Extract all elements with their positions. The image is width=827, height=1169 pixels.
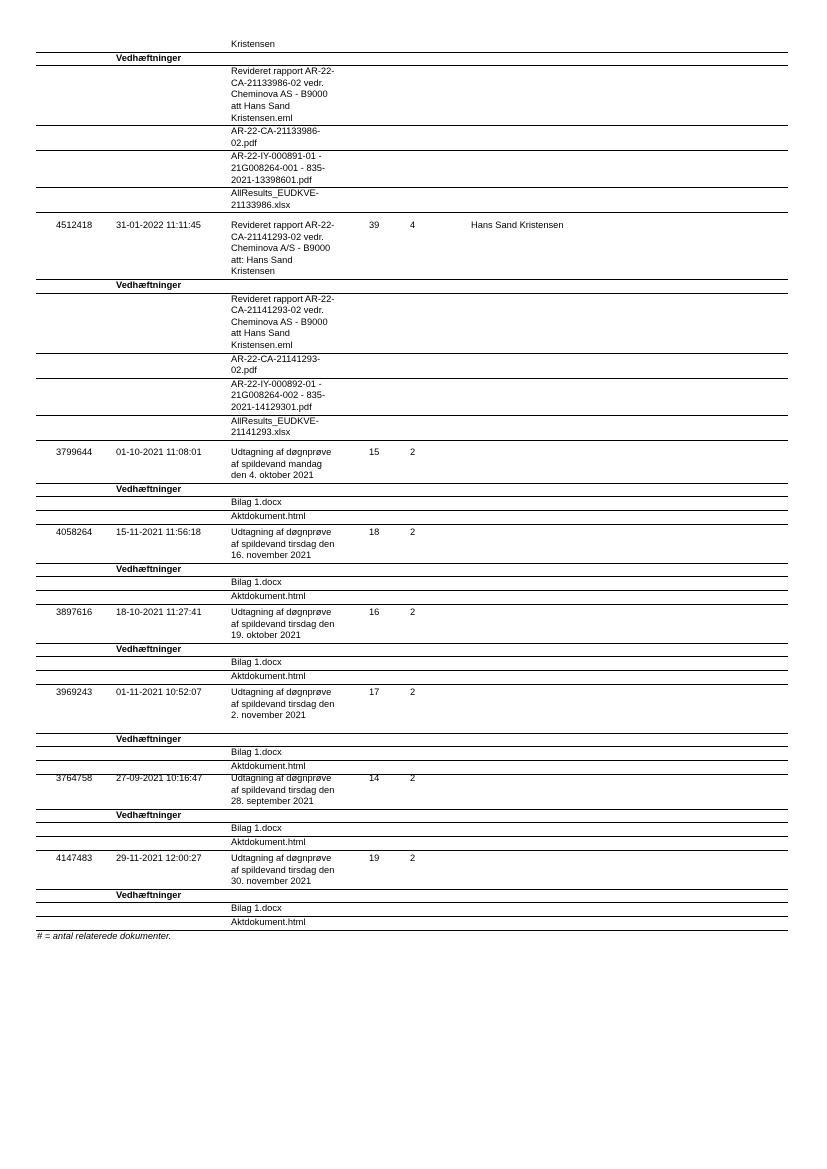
document-date: 27-09-2021 10:16:47 [116,773,203,783]
table-rule [36,440,788,441]
table-rule [36,187,788,188]
table-rule [36,212,788,213]
attachment-item: Bilag 1.docx [231,903,282,914]
table-rule [36,656,788,657]
attachment-item: Revideret rapport AR-22- CA-21141293-02 vedr. Cheminova AS - B9000 att Hans Sand Kristensen.eml [231,293,335,350]
document-number: 19 [369,853,380,863]
attachment-item: AR-22-IY-000892-01 - 21G008264-002 - 835- 2021-14129301.pdf [231,378,326,412]
table-rule [36,746,788,747]
document-id: 3969243 [56,687,93,697]
attachment-item: Aktdokument.html [231,511,306,521]
attachment-item: Bilag 1.docx [231,657,282,668]
case-handler: Hans Sand Kristensen [471,220,564,230]
document-title-tail: Kristensen [231,39,275,49]
attachment-item: AR-22-CA-21133986- 02.pdf [231,126,321,148]
attachments-label: Vedhæftninger [116,563,182,574]
table-rule [36,850,788,851]
related-count: 2 [410,687,416,697]
attachments-label: Vedhæftninger [116,643,182,654]
attachment-item: Bilag 1.docx [231,497,282,508]
table-rule [36,822,788,823]
attachment-item: AR-22-CA-21141293- 02.pdf [231,353,321,376]
document-id: 4512418 [56,220,93,230]
attachment-item: Aktdokument.html [231,591,306,601]
related-count: 2 [410,853,416,863]
table-rule [36,760,788,761]
document-id: 4058264 [56,527,93,537]
document-number: 15 [369,447,380,457]
document-number: 17 [369,687,380,697]
document-title: Udtagning af døgnprøve af spildevand tirsdag den 30. november 2021 [231,853,335,887]
table-rule [36,524,788,525]
related-count: 2 [410,447,416,457]
attachments-label: Vedhæftninger [116,483,182,494]
attachment-item: Aktdokument.html [231,761,306,771]
table-rule [36,65,788,66]
document-title: Udtagning af døgnprøve af spildevand tirsdag den 16. november 2021 [231,527,335,561]
table-rule [36,125,788,126]
footnote: # = antal relaterede dokumenter. [37,930,172,941]
table-rule [36,916,788,917]
attachment-item: Aktdokument.html [231,917,306,927]
table-rule [36,415,788,416]
attachment-item: Bilag 1.docx [231,747,282,758]
table-rule [36,902,788,903]
attachment-item: Revideret rapport AR-22- CA-21133986-02 vedr. Cheminova AS - B9000 att Hans Sand Kristensen.eml [231,66,335,123]
attachments-label: Vedhæftninger [116,809,182,820]
related-count: 2 [410,607,416,617]
table-rule [36,670,788,671]
document-id: 3897616 [56,607,93,617]
table-rule [36,293,788,294]
document-date: 15-11-2021 11:56:18 [116,527,201,537]
document-number: 16 [369,607,380,617]
document-date: 01-11-2021 10:52:07 [116,687,202,697]
attachment-item: AllResults_EUDKVE- 21133986.xlsx [231,188,319,210]
attachment-item: AllResults_EUDKVE- 21141293.xlsx [231,415,319,438]
attachment-item: Aktdokument.html [231,837,306,847]
document-number: 39 [369,220,380,230]
table-rule [36,836,788,837]
attachment-item: Bilag 1.docx [231,577,282,588]
document-title: Udtagning af døgnprøve af spildevand tirsdag den 28. september 2021 [231,773,335,807]
document-number: 18 [369,527,380,537]
document-id: 3764758 [56,773,93,783]
related-count: 2 [410,773,416,783]
document-title: Revideret rapport AR-22- CA-21141293-02 vedr. Cheminova A/S - B9000 att: Hans Sand Kristensen [231,220,335,277]
related-count: 4 [410,220,416,230]
attachment-item: Aktdokument.html [231,671,306,681]
document-number: 14 [369,773,380,783]
related-count: 2 [410,527,416,537]
table-rule [36,496,788,497]
table-rule [36,590,788,591]
document-date: 01-10-2021 11:08:01 [116,447,202,457]
document-title: Udtagning af døgnprøve af spildevand tirsdag den 19. oktober 2021 [231,607,335,641]
table-rule [36,684,788,685]
document-date: 31-01-2022 11:11:45 [116,220,201,230]
table-rule [36,150,788,151]
attachments-label: Vedhæftninger [116,280,182,290]
attachments-label: Vedhæftninger [116,733,182,744]
attachments-label: Vedhæftninger [116,889,182,900]
table-rule [36,510,788,511]
document-date: 18-10-2021 11:27:41 [116,607,202,617]
document-id: 4147483 [56,853,93,863]
table-rule [36,353,788,354]
table-rule [36,604,788,605]
attachments-label: Vedhæftninger [116,52,182,63]
attachment-item: AR-22-IY-000891-01 - 21G008264-001 - 835- 2021-13398601.pdf [231,151,326,185]
document-title: Udtagning af døgnprøve af spildevand tirsdag den 2. november 2021 [231,687,335,721]
table-rule [36,378,788,379]
attachment-item: Bilag 1.docx [231,823,282,834]
document-id: 3799644 [56,447,93,457]
document-title: Udtagning af døgnprøve af spildevand mandag den 4. oktober 2021 [231,447,332,481]
document-date: 29-11-2021 12:00:27 [116,853,202,863]
table-rule [36,576,788,577]
